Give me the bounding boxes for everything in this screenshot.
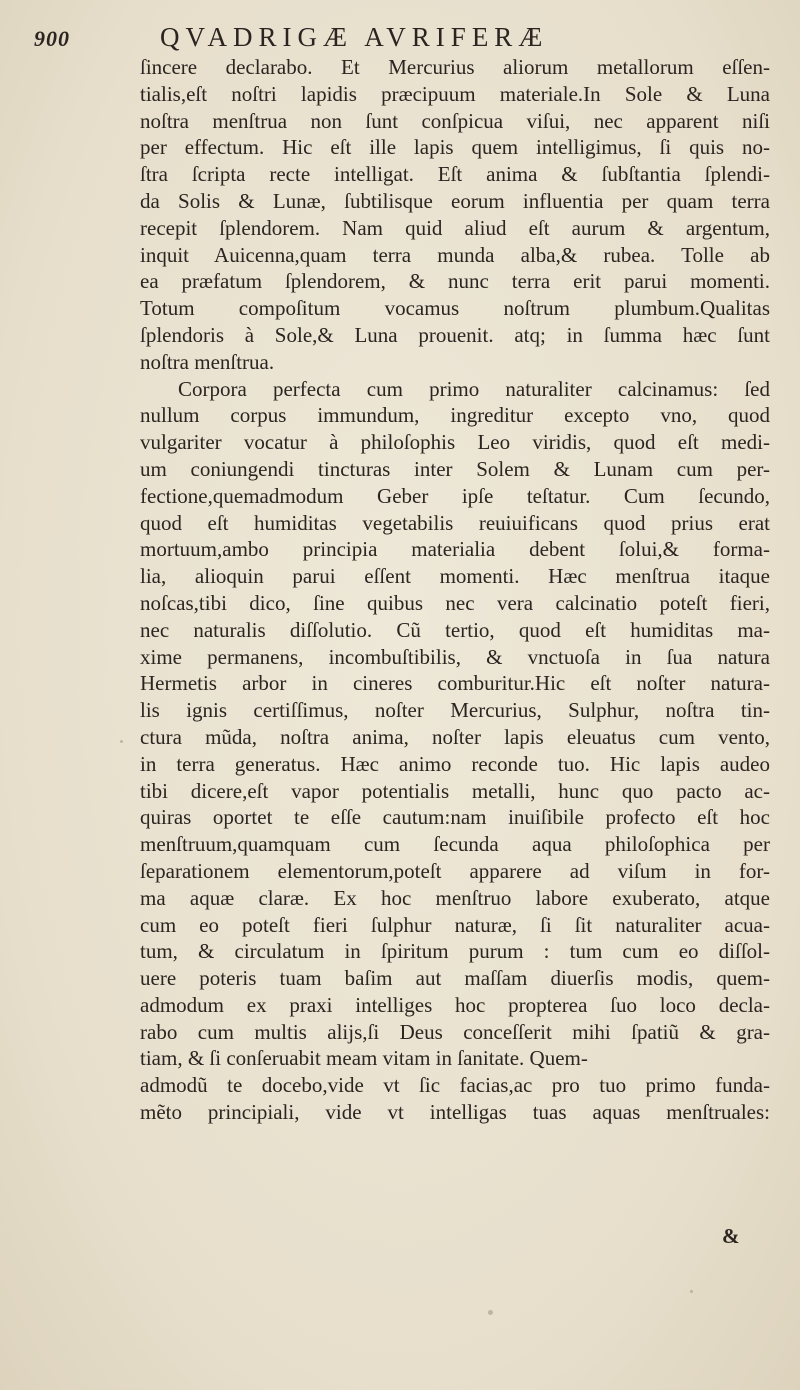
text-line: noſcas,tibi dico, ſine quibus nec vera calcinatio poteſt fieri,	[140, 590, 770, 615]
text-line: tialis,eſt noſtri lapidis præcipuum materiale.In Sole & Luna	[140, 81, 770, 106]
page-header	[34, 22, 758, 53]
text-line: ſplendoris à Sole,& Luna prouenit. atq; in ſumma hæc ſunt	[140, 322, 770, 347]
text-line: xime permanens, incombuſtibilis, & vnctuoſa in ſua natura	[140, 644, 770, 669]
text-line: inquit Auicenna,quam terra munda alba,& rubea. Tolle ab	[140, 242, 770, 267]
ink-speck	[690, 1290, 693, 1293]
text-line: ſtra ſcripta recte intelligat. Eſt anima & ſubſtantia ſplendi-	[140, 162, 770, 187]
text-line: vulgariter vocatur à philoſophis Leo viridis, quod eſt medi-	[140, 430, 770, 455]
running-head: QVADRIGÆ AVRIFERÆ	[160, 22, 549, 52]
text-line: uere poteris tuam baſim aut maſſam diuerſis modis, quem-	[140, 966, 770, 991]
text-line: menſtruum,quamquam cum ſecunda aqua philoſophica per	[140, 832, 770, 857]
text-line: lis ignis certiſſimus, noſter Mercurius, Sulphur, noſtra tin-	[140, 698, 770, 723]
text-line: mortuum,ambo principia materialia debent ſolui,& forma-	[140, 537, 770, 562]
text-line: rabo cum multis alijs,ſi Deus conceſſerit mihi ſpatiũ & gra-	[140, 1019, 770, 1044]
text-line: recepit ſplendorem. Nam quid aliud eſt aurum & argentum,	[140, 215, 770, 240]
text-line: quiras oportet te eſſe cautum:nam inuiſibile profecto eſt hoc	[140, 805, 770, 830]
text-line: noſtra menſtrua non ſunt conſpicua viſui, nec apparent niſi	[140, 108, 770, 133]
text-line: tum, & circulatum in ſpiritum purum : tum cum eo diſſol-	[140, 939, 770, 964]
text-line: ctura mũda, noſtra anima, noſter lapis eleuatus cum vento,	[140, 724, 770, 749]
page-number: 900	[34, 26, 70, 51]
text-line: fectione,quemadmodum Geber ipſe teſtatur. Cum ſecundo,	[140, 483, 770, 508]
text-line: tibi dicere,eſt vapor potentialis metalli, hunc quo pacto ac-	[140, 778, 770, 803]
text-line: ea præfatum ſplendorem, & nunc terra erit parui momenti.	[140, 269, 770, 294]
ink-speck	[120, 740, 123, 743]
catchword: &	[722, 1224, 740, 1248]
text-line: nullum corpus immundum, ingreditur excepto vno, quod	[140, 403, 770, 428]
text-line: um coniungendi tincturas inter Solem & Lunam cum per-	[140, 456, 770, 481]
body-text	[140, 54, 770, 1126]
text-line: admodum ex praxi intelliges hoc propterea ſuo loco decla-	[140, 992, 770, 1017]
text-line: Hermetis arbor in cineres comburitur.Hic eſt noſter natura-	[140, 671, 770, 696]
text-line: ſeparationem elementorum,poteſt apparere ad viſum in for-	[140, 858, 770, 883]
text-line: per effectum. Hic eſt ille lapis quem intelligimus, ſi quis no-	[140, 135, 770, 160]
text-line: nec naturalis diſſolutio. Cũ tertio, quod eſt humiditas ma-	[140, 617, 770, 642]
text-line: lia, alioquin parui eſſent momenti. Hæc menſtrua itaque	[140, 564, 770, 589]
text-line: in terra generatus. Hæc animo reconde tuo. Hic lapis audeo	[140, 751, 770, 776]
text-line: tiam, & ſi conſeruabit meam vitam in ſanitate. Quem-	[140, 1046, 588, 1071]
text-line: noſtra menſtrua.	[140, 349, 275, 374]
text-line: da Solis & Lunæ, ſubtilisque eorum influentia per quam terra	[140, 188, 770, 213]
text-line: admodũ te docebo,vide vt ſic facias,ac pro tuo primo funda-	[140, 1073, 770, 1098]
text-line: quod eſt humiditas vegetabilis reuiuificans quod prius erat	[140, 510, 770, 535]
text-line: cum eo poteſt fieri ſulphur naturæ, ſi ſit naturaliter acua-	[140, 912, 770, 937]
ink-speck	[488, 1310, 493, 1315]
text-line: Totum compoſitum vocamus noſtrum plumbum.Qualitas	[140, 296, 770, 321]
text-line: ſincere declarabo. Et Mercurius aliorum metallorum eſſen-	[140, 55, 770, 79]
text-line: ma aquæ claræ. Ex hoc menſtruo labore exuberato, atque	[140, 885, 770, 910]
text-line: mẽto principiali, vide vt intelligas tuas aquas menſtruales:	[140, 1100, 770, 1125]
text-line: Corpora perfecta cum primo naturaliter calcinamus: ſed	[178, 376, 770, 401]
